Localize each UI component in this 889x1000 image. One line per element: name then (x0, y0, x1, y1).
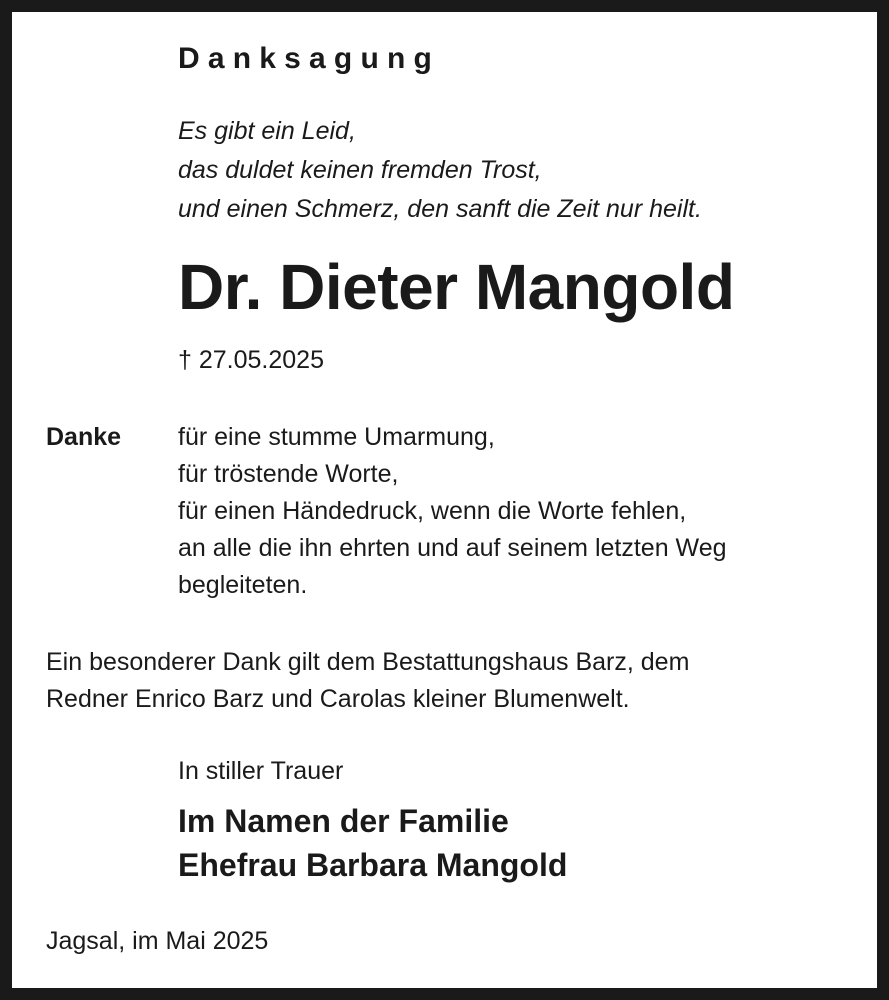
family-signature (178, 799, 567, 887)
thanks-list (178, 419, 727, 604)
family-line: Im Namen der Familie (178, 803, 509, 839)
notice-heading: Danksagung (178, 42, 441, 75)
thanks-line: begleiteten. (178, 571, 308, 599)
place-date: Jagsal, im Mai 2025 (46, 927, 269, 955)
thanks-line: für eine stumme Umarmung, (178, 423, 495, 451)
thanks-label: Danke (46, 423, 122, 451)
thanks-line: für tröstende Worte, (178, 460, 399, 488)
special-thanks-line: Ein besonderer Dank gilt dem Bestattungshaus Barz, dem (46, 648, 690, 676)
thanks-line: an alle die ihn ehrten und auf seinem letzten Weg (178, 534, 727, 562)
thanks-line: für einen Händedruck, wenn die Worte fehlen, (178, 497, 687, 525)
deceased-name: Dr. Dieter Mangold (178, 251, 735, 323)
quote-line: das duldet keinen fremden Trost, (178, 156, 542, 184)
death-date: † 27.05.2025 (178, 346, 324, 374)
quote-line: Es gibt ein Leid, (178, 117, 356, 145)
family-line: Ehefrau Barbara Mangold (178, 847, 568, 883)
quote-line: und einen Schmerz, den sanft die Zeit nur heilt. (178, 195, 702, 223)
special-thanks (46, 644, 689, 718)
memorial-quote (178, 112, 702, 229)
mourning-phrase: In stiller Trauer (178, 757, 344, 785)
special-thanks-line: Redner Enrico Barz und Carolas kleiner Blumenwelt. (46, 685, 630, 713)
